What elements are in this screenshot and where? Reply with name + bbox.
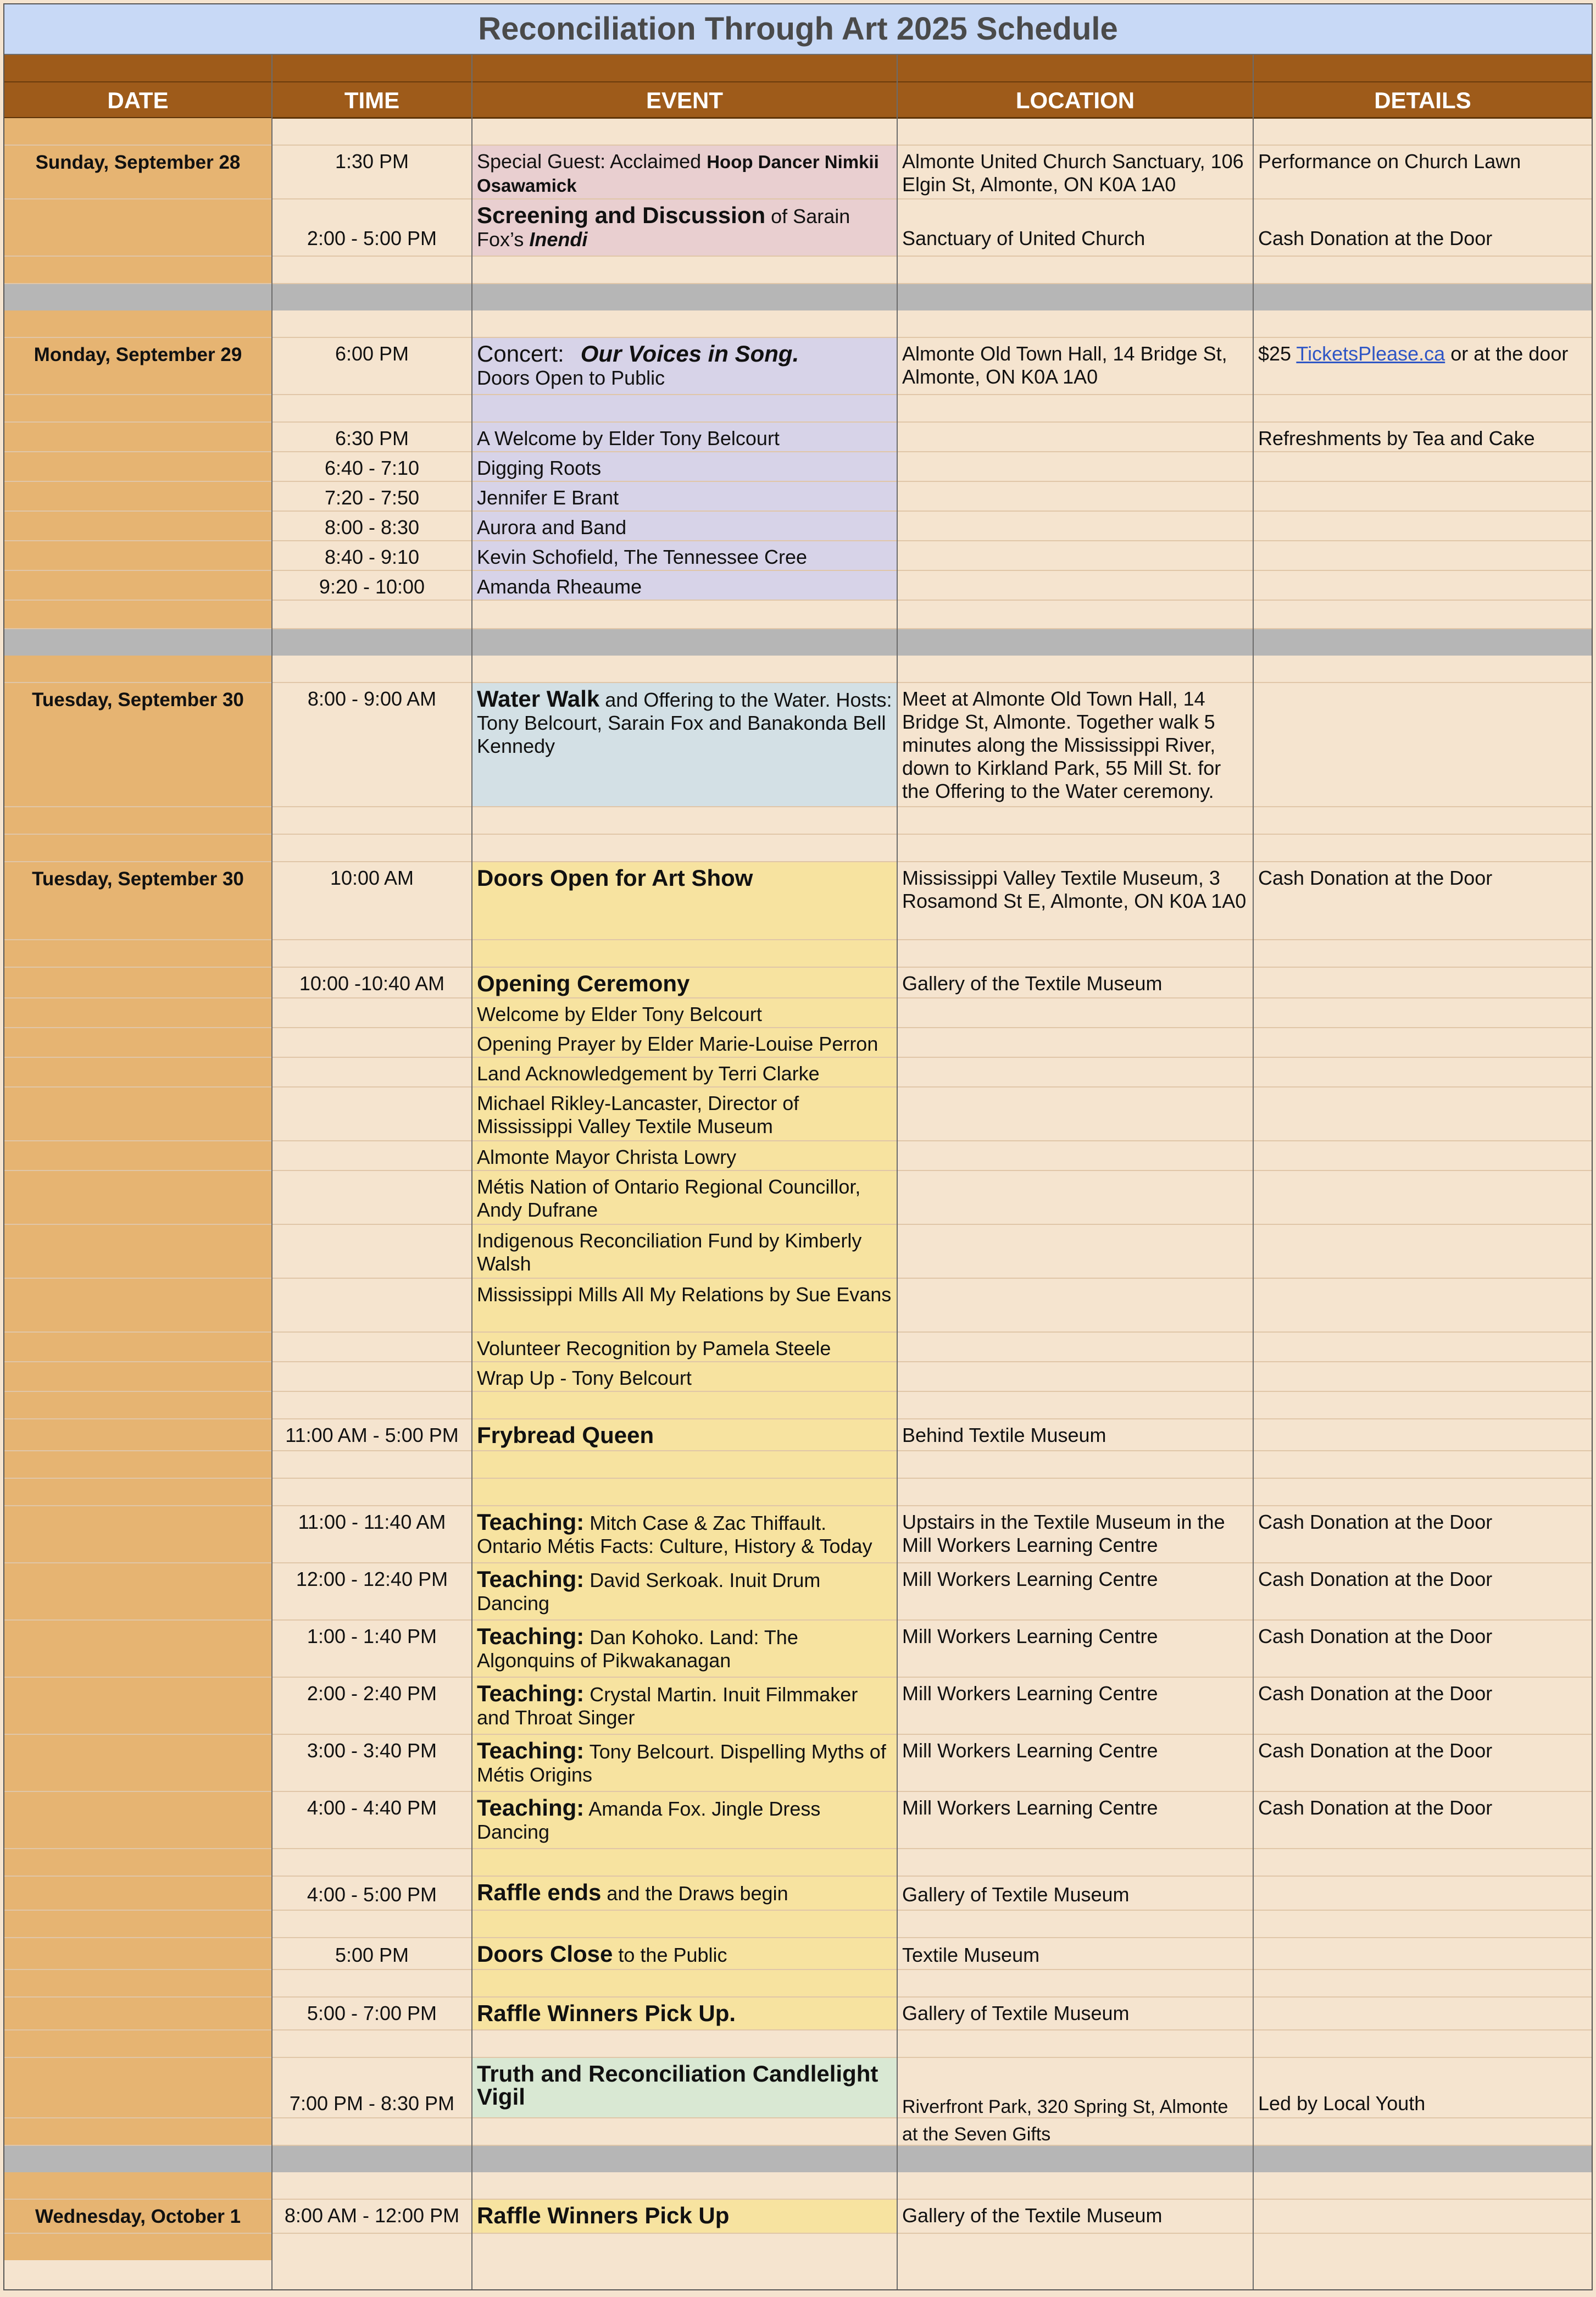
details-cell[interactable]: Cash Donation at the Door — [1258, 1739, 1493, 1762]
time-cell[interactable]: 10:00 AM — [330, 867, 414, 889]
header-details[interactable]: DETAILS — [1374, 87, 1471, 113]
time-cell[interactable]: 2:00 - 5:00 PM — [307, 227, 437, 249]
time-cell[interactable]: 8:40 - 9:10 — [324, 546, 420, 568]
time-cell[interactable]: 10:00 -10:40 AM — [299, 972, 445, 995]
event-cell[interactable]: Opening Ceremony — [472, 968, 897, 997]
details-cell[interactable]: Cash Donation at the Door — [1258, 1568, 1493, 1590]
date-cell[interactable]: Monday, September 29 — [4, 338, 271, 394]
event-cell[interactable]: A Welcome by Elder Tony Belcourt — [472, 423, 897, 451]
ceremony-item[interactable]: Welcome by Elder Tony Belcourt — [472, 998, 897, 1027]
event-cell[interactable]: Teaching: David Serkoak. Inuit Drum Dancing — [472, 1563, 897, 1619]
time-cell[interactable]: 6:40 - 7:10 — [324, 457, 420, 479]
list-item[interactable] — [4, 1171, 1592, 1225]
table-row[interactable] — [4, 512, 1592, 541]
event-cell[interactable]: Screening and Discussion of Sarain Fox’s Inendi — [472, 199, 897, 256]
teaching-label: Teaching: — [477, 1795, 585, 1821]
time-cell[interactable]: 1:30 PM — [335, 150, 409, 173]
spacer-row — [4, 1849, 1592, 1877]
event-text: Special Guest: Acclaimed — [477, 150, 707, 173]
location-cell[interactable]: Almonte Old Town Hall, 14 Bridge St, Almonte, ON K0A 1A0 — [902, 342, 1227, 388]
event-cell[interactable]: Teaching: Amanda Fox. Jingle Dress Dancing — [472, 1792, 897, 1848]
spacer-row — [4, 1392, 1592, 1419]
table-row[interactable] — [4, 338, 1592, 395]
time-cell[interactable]: 12:00 - 12:40 PM — [296, 1568, 448, 1590]
event-cell[interactable]: Doors Close to the Public — [472, 1938, 897, 1969]
schedule-sheet — [3, 3, 1593, 2290]
details-cell[interactable]: Refreshments by Tea and Cake — [1258, 427, 1535, 450]
time-cell[interactable]: 11:00 - 11:40 AM — [298, 1511, 446, 1533]
event-highlight: Water Walk — [477, 686, 600, 712]
spacer-row — [4, 395, 1592, 423]
event-highlight: Raffle ends — [477, 1879, 602, 1905]
spacer-row — [4, 2118, 1592, 2146]
event-cell[interactable]: Raffle Winners Pick Up. — [472, 1998, 897, 2029]
time-cell[interactable]: 4:00 - 4:40 PM — [307, 1796, 437, 1819]
location-cell[interactable]: Gallery of Textile Museum — [902, 1883, 1130, 1906]
spacer-row — [4, 1479, 1592, 1506]
spacer-row — [4, 835, 1592, 862]
event-cell[interactable]: Teaching: Dan Kohoko. Land: The Algonquins of Pikwakanagan — [472, 1621, 897, 1677]
column-divider — [471, 55, 472, 2289]
location-cell[interactable]: Gallery of the Textile Museum — [902, 2204, 1163, 2227]
table-row[interactable] — [4, 452, 1592, 482]
teaching-label: Teaching: — [477, 1623, 585, 1649]
details-cell[interactable]: Cash Donation at the Door — [1258, 1625, 1493, 1647]
details-cell[interactable]: Cash Donation at the Door — [1258, 867, 1493, 889]
spacer-row — [4, 118, 1592, 146]
spacer-row — [4, 656, 1592, 683]
event-highlight: Doors Close — [477, 1941, 613, 1967]
details-cell[interactable]: Cash Donation at the Door — [1258, 1796, 1493, 1819]
event-cell[interactable]: Truth and Reconciliation Candlelight Vigil — [472, 2058, 897, 2117]
ceremony-item[interactable]: Opening Prayer by Elder Marie-Louise Perron — [472, 1028, 897, 1057]
list-item[interactable] — [4, 1279, 1592, 1333]
time-cell[interactable]: 1:00 - 1:40 PM — [307, 1625, 437, 1647]
ceremony-item[interactable]: Métis Nation of Ontario Regional Councillor, Andy Dufrane — [472, 1171, 897, 1224]
location-cell[interactable]: Sanctuary of United Church — [902, 227, 1145, 249]
table-row[interactable] — [4, 146, 1592, 199]
ceremony-item[interactable]: Almonte Mayor Christa Lowry — [472, 1141, 897, 1170]
ceremony-item[interactable]: Land Acknowledgement by Terri Clarke — [472, 1058, 897, 1086]
event-cell[interactable]: Frybread Queen — [472, 1419, 897, 1450]
tickets-link[interactable]: TicketsPlease.ca — [1296, 342, 1445, 365]
date-cell[interactable]: Wednesday, October 1 — [4, 2200, 271, 2233]
list-item[interactable] — [4, 1362, 1592, 1392]
header-date[interactable]: DATE — [107, 87, 169, 113]
location-cell[interactable]: Mississippi Valley Textile Museum, 3 Rosamond St E, Almonte, ON K0A 1A0 — [902, 867, 1247, 912]
ceremony-item[interactable]: Mississippi Mills All My Relations by Sue Evans — [472, 1279, 897, 1331]
list-item[interactable] — [4, 1088, 1592, 1141]
event-cell[interactable]: Jennifer E Brant — [472, 482, 897, 511]
event-cell[interactable]: Kevin Schofield, The Tennessee Cree — [472, 541, 897, 570]
date-cell[interactable]: Sunday, September 28 — [4, 146, 271, 198]
location-cell[interactable]: Upstairs in the Textile Museum in the Mill Workers Learning Centre — [902, 1511, 1225, 1556]
header-event[interactable]: EVENT — [646, 87, 724, 113]
table-row[interactable] — [4, 423, 1592, 452]
teaching-label: Teaching: — [477, 1680, 585, 1706]
details-cell[interactable]: Cash Donation at the Door — [1258, 227, 1493, 249]
table-row[interactable] — [4, 683, 1592, 807]
table-row[interactable] — [4, 1735, 1592, 1792]
details-cell[interactable]: Cash Donation at the Door — [1258, 1682, 1493, 1705]
list-item[interactable] — [4, 1028, 1592, 1058]
table-row[interactable] — [4, 2058, 1592, 2145]
sheet-title[interactable]: Reconciliation Through Art 2025 Schedule — [4, 4, 1592, 55]
spacer-row — [4, 1970, 1592, 1998]
location-cell[interactable]: Mill Workers Learning Centre — [902, 1625, 1158, 1647]
table-row[interactable] — [4, 862, 1592, 940]
time-cell[interactable]: 6:00 PM — [335, 342, 409, 365]
list-item[interactable] — [4, 1225, 1592, 1279]
table-row[interactable] — [4, 1621, 1592, 1678]
ceremony-item[interactable]: Michael Rikley-Lancaster, Director of Mississippi Valley Textile Museum — [472, 1088, 897, 1140]
details-cell[interactable]: Cash Donation at the Door — [1258, 1511, 1493, 1533]
spacer-row — [4, 2234, 1592, 2260]
time-cell[interactable]: 5:00 - 7:00 PM — [307, 2002, 437, 2024]
time-cell[interactable]: 8:00 - 8:30 — [324, 516, 420, 539]
time-cell[interactable]: 3:00 - 3:40 PM — [307, 1739, 437, 1762]
column-divider — [271, 55, 273, 2289]
details-cell[interactable]: Performance on Church Lawn — [1258, 150, 1521, 173]
ceremony-item[interactable]: Indigenous Reconciliation Fund by Kimberly Walsh — [472, 1225, 897, 1278]
time-cell[interactable]: 7:00 PM - 8:30 PM — [289, 2092, 455, 2115]
date-cell[interactable]: Tuesday, September 30 — [4, 683, 271, 806]
ceremony-item[interactable]: Volunteer Recognition by Pamela Steele — [472, 1333, 897, 1361]
table-row[interactable] — [4, 1792, 1592, 1849]
location-cell[interactable]: Textile Museum — [902, 1944, 1040, 1966]
spacer-row — [4, 310, 1592, 338]
day-separator — [4, 284, 1592, 310]
table-row[interactable] — [4, 1506, 1592, 1563]
location-cell[interactable]: Gallery of the Textile Museum — [902, 972, 1163, 995]
day-separator — [4, 629, 1592, 656]
time-cell[interactable]: 5:00 PM — [335, 1944, 409, 1966]
table-row[interactable] — [4, 968, 1592, 998]
time-cell[interactable]: 9:20 - 10:00 — [319, 575, 425, 598]
table-row[interactable] — [4, 571, 1592, 601]
table-row[interactable] — [4, 1938, 1592, 1970]
table-row[interactable] — [4, 1419, 1592, 1451]
event-cell[interactable]: Digging Roots — [472, 452, 897, 481]
time-cell[interactable]: 4:00 - 5:00 PM — [307, 1883, 437, 1906]
spacer-row — [4, 1451, 1592, 1479]
spacer-row — [4, 257, 1592, 284]
table-row[interactable] — [4, 1877, 1592, 1911]
list-item[interactable] — [4, 1058, 1592, 1088]
event-highlight: Screening and Discussion — [477, 202, 766, 228]
spacer-row — [4, 2172, 1592, 2200]
time-cell[interactable]: 7:20 - 7:50 — [324, 486, 420, 509]
location-cell[interactable]: Behind Textile Museum — [902, 1424, 1106, 1446]
location-cell[interactable]: Mill Workers Learning Centre — [902, 1682, 1158, 1705]
location-cell[interactable]: Mill Workers Learning Centre — [902, 1568, 1158, 1590]
event-cell[interactable]: Raffle Winners Pick Up — [472, 2200, 897, 2233]
location-cell[interactable]: Riverfront Park, 320 Spring St, Almonte at the Seven Gifts — [902, 2096, 1228, 2145]
time-cell[interactable]: 6:30 PM — [335, 427, 409, 450]
location-cell[interactable]: Meet at Almonte Old Town Hall, 14 Bridge St, Almonte. Together walk 5 minutes along the Mississippi River, down to Kirkland Park, 55 Mill St. for the Offering to the Water ceremony. — [902, 687, 1221, 802]
list-item[interactable] — [4, 998, 1592, 1028]
location-cell[interactable]: Mill Workers Learning Centre — [902, 1739, 1158, 1762]
spacer-row — [4, 940, 1592, 968]
table-row[interactable] — [4, 1678, 1592, 1735]
day-separator — [4, 2146, 1592, 2172]
event-cell[interactable]: Aurora and Band — [472, 512, 897, 540]
event-cell[interactable]: Teaching: Mitch Case & Zac Thiffault. Ontario Métis Facts: Culture, History & Today — [472, 1506, 897, 1562]
spacer-row — [4, 807, 1592, 835]
details-cell[interactable]: Led by Local Youth — [1258, 2092, 1426, 2115]
teaching-label: Teaching: — [477, 1738, 585, 1763]
event-cell[interactable]: Concert: Our Voices in Song. Doors Open to Public — [472, 338, 897, 394]
list-item[interactable] — [4, 1141, 1592, 1171]
spacer-row — [4, 2030, 1592, 2058]
location-cell[interactable]: Mill Workers Learning Centre — [902, 1796, 1158, 1819]
teaching-label: Teaching: — [477, 1509, 585, 1535]
event-cell[interactable]: Amanda Rheaume — [472, 571, 897, 600]
ceremony-item[interactable]: Wrap Up - Tony Belcourt — [472, 1362, 897, 1391]
location-cell[interactable]: Gallery of Textile Museum — [902, 2002, 1130, 2024]
time-cell[interactable]: 8:00 AM - 12:00 PM — [284, 2204, 460, 2227]
table-row[interactable] — [4, 199, 1592, 257]
date-cell[interactable]: Tuesday, September 30 — [4, 862, 271, 939]
location-cell[interactable]: Almonte United Church Sanctuary, 106 Elgin St, Almonte, ON K0A 1A0 — [902, 150, 1244, 196]
column-divider — [897, 55, 898, 2289]
event-cell[interactable]: Water Walk and Offering to the Water. Hosts: Tony Belcourt, Sarain Fox and Banakonda Bell Kennedy — [472, 683, 897, 806]
table-row[interactable] — [4, 1563, 1592, 1621]
table-row[interactable] — [4, 2200, 1592, 2234]
event-cell[interactable]: Doors Open for Art Show — [472, 862, 897, 939]
spacer-row — [4, 601, 1592, 629]
time-cell[interactable]: 8:00 - 9:00 AM — [307, 687, 437, 710]
event-cell[interactable]: Raffle ends and the Draws begin — [472, 1877, 897, 1910]
event-cell[interactable] — [472, 146, 897, 198]
time-cell[interactable]: 11:00 AM - 5:00 PM — [285, 1424, 459, 1446]
table-row[interactable] — [4, 482, 1592, 512]
header-time[interactable]: TIME — [344, 87, 400, 113]
teaching-label: Teaching: — [477, 1566, 585, 1592]
list-item[interactable] — [4, 1333, 1592, 1362]
details-cell[interactable]: $25 TicketsPlease.ca or at the door — [1258, 342, 1569, 365]
spacer-row — [4, 1911, 1592, 1938]
event-highlight: Hoop Dancer Nimkii Osawamick — [477, 152, 879, 196]
time-cell[interactable]: 2:00 - 2:40 PM — [307, 1682, 437, 1705]
event-cell[interactable]: Teaching: Tony Belcourt. Dispelling Myths of Métis Origins — [472, 1735, 897, 1791]
table-row[interactable] — [4, 541, 1592, 571]
column-divider — [1253, 55, 1254, 2289]
header-location[interactable]: LOCATION — [1015, 87, 1135, 113]
event-cell[interactable]: Teaching: Crystal Martin. Inuit Filmmaker and Throat Singer — [472, 1678, 897, 1734]
table-row[interactable] — [4, 1998, 1592, 2030]
